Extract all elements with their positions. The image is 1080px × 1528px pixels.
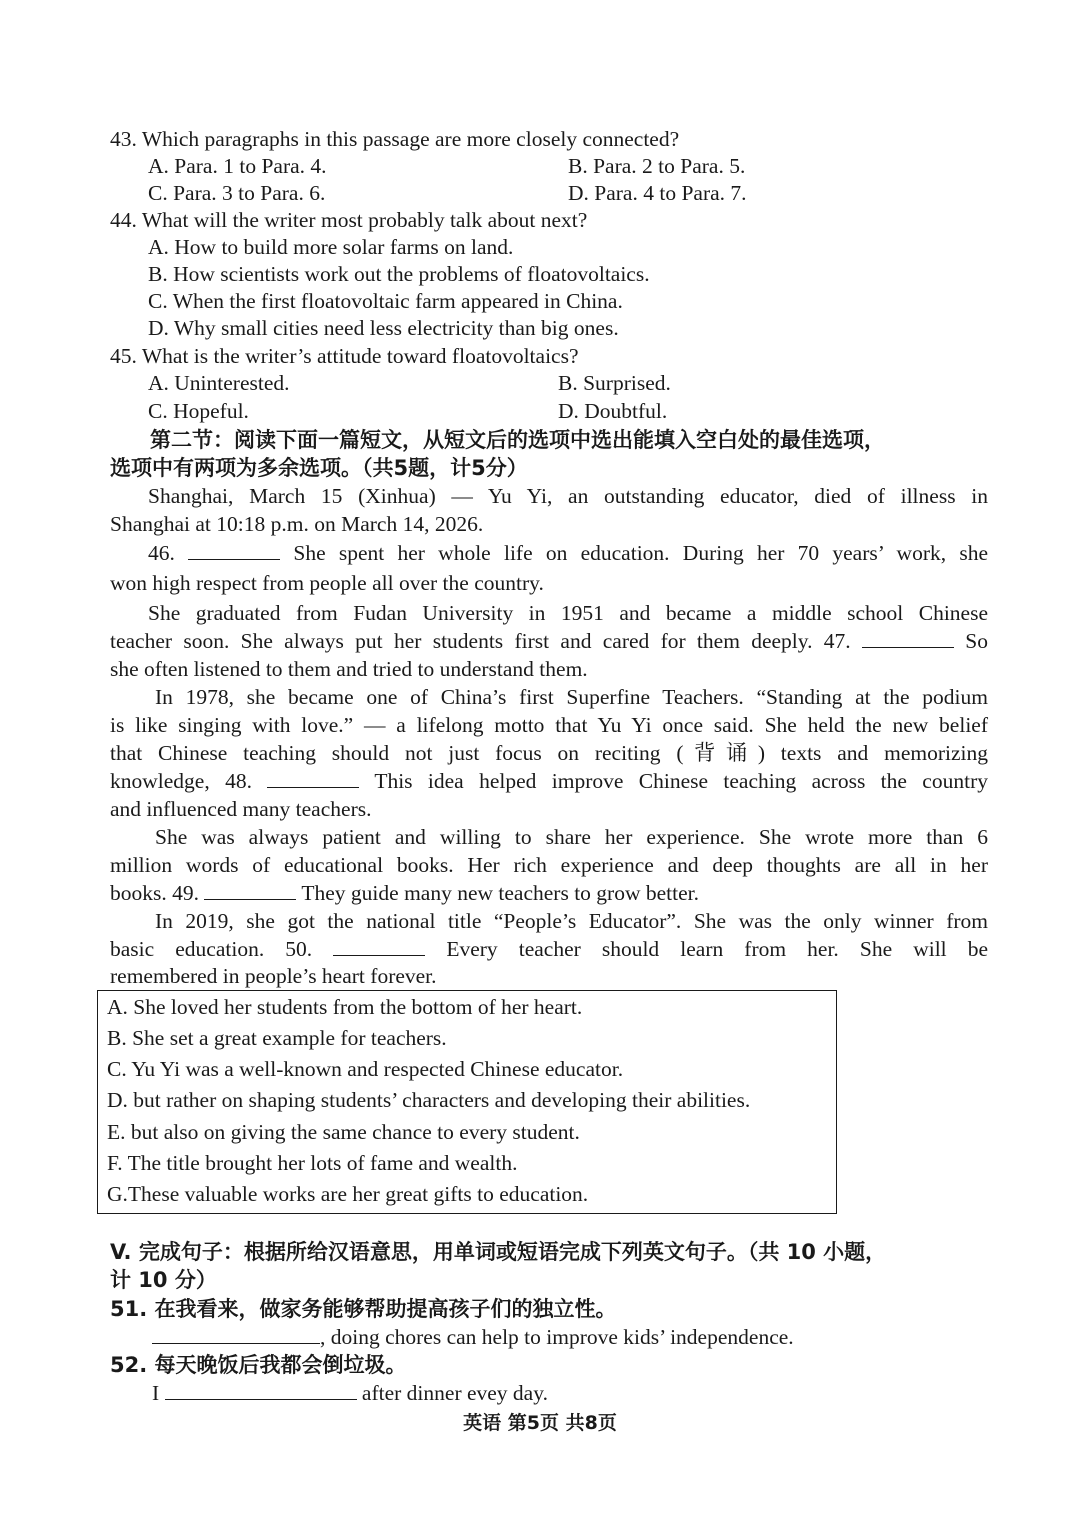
passage-p2-line1-text: She spent her whole life on education. During her 70 years’ work, she: [293, 541, 989, 565]
option-f: F. The title brought her lots of fame and wealth.: [107, 1151, 518, 1175]
q51-english-text: , doing chores can help to improve kids’ independence.: [320, 1325, 794, 1349]
passage-p2-line2: won high respect from people all over the country.: [110, 571, 544, 595]
passage-p1-line2: Shanghai at 10:18 p.m. on March 14, 2026.: [110, 512, 484, 536]
passage-p3-line2-end: So: [965, 629, 988, 653]
option-e: E. but also on giving the same chance to every student.: [107, 1120, 580, 1144]
blank-46[interactable]: [188, 541, 280, 560]
passage-p4-line1: In 1978, she became one of China’s first Superfine Teachers. “Standing at the podium: [155, 685, 988, 709]
passage-p5-line3-end: They guide many new teachers to grow better.: [301, 881, 699, 905]
options-box: [97, 990, 837, 1214]
q43-option-c: C. Para. 3 to Para. 6.: [148, 181, 326, 205]
section5-instruction-line1: V. 完成句子：根据所给汉语意思，用单词或短语完成下列英文句子。（共 10 小题，: [110, 1240, 887, 1264]
page-footer: 英语 第5页 共8页: [463, 1412, 617, 1434]
passage-p6-line1: In 2019, she got the national title “People’s Educator”. She was the only winner from: [155, 909, 988, 933]
q45-stem: 45. What is the writer’s attitude toward floatovoltaics?: [110, 344, 579, 368]
option-d: D. but rather on shaping students’ characters and developing their abilities.: [107, 1088, 751, 1112]
passage-p3-line3: she often listened to them and tried to understand them.: [110, 657, 588, 681]
passage-p3-line2: [110, 628, 988, 654]
q44-stem: 44. What will the writer most probably talk about next?: [110, 208, 588, 232]
q43-option-d: D. Para. 4 to Para. 7.: [568, 181, 747, 205]
passage-p4-line5: and influenced many teachers.: [110, 797, 372, 821]
passage-p1-line1: Shanghai, March 15 (Xinhua) — Yu Yi, an outstanding educator, died of illness in: [148, 484, 988, 508]
q43-stem: 43. Which paragraphs in this passage are more closely connected?: [110, 127, 680, 151]
blank-50[interactable]: [333, 937, 425, 956]
passage-p3-line2-text: teacher soon. She always put her students first and cared for them deeply. 47.: [110, 629, 851, 653]
passage-p6-line2-text: basic education. 50.: [110, 937, 313, 961]
passage-p4-line4-text: knowledge, 48.: [110, 769, 252, 793]
passage-p5-line3: [110, 880, 988, 906]
q43-option-b: B. Para. 2 to Para. 5.: [568, 154, 746, 178]
section5-instruction-line2: 计 10 分）: [110, 1268, 217, 1292]
blank-49[interactable]: [204, 881, 296, 900]
passage-p5-line3-text: books. 49.: [110, 881, 199, 905]
q43-option-a: A. Para. 1 to Para. 4.: [148, 154, 327, 178]
passage-p5-line2: million words of educational books. Her rich experience and deep thoughts are all in her: [110, 853, 988, 877]
q52-english-subject: I: [152, 1381, 160, 1405]
blank-46-number: 46.: [148, 541, 175, 565]
q44-option-b: B. How scientists work out the problems of floatovoltaics.: [148, 262, 650, 286]
passage-p4-line4: [110, 768, 988, 794]
passage-p4-line3: that Chinese teaching should not just focus on reciting (背诵) texts and memorizing: [110, 741, 988, 765]
q44-option-c: C. When the first floatovoltaic farm appeared in China.: [148, 289, 623, 313]
passage-p4-line2: is like singing with love.” — a lifelong motto that Yu Yi once said. She held the new belief: [110, 713, 988, 737]
passage-p6-line2: [110, 936, 988, 962]
passage-p2-line1: [148, 540, 988, 566]
q52-english-text: after dinner evey day.: [361, 1381, 548, 1405]
blank-51[interactable]: [152, 1325, 320, 1344]
q45-option-c: C. Hopeful.: [148, 399, 249, 423]
q45-option-d: D. Doubtful.: [558, 399, 668, 423]
passage-p6-line2-end: Every teacher should learn from her. She will be: [446, 937, 989, 961]
option-a: A. She loved her students from the bottom of her heart.: [107, 995, 583, 1019]
q52-chinese: 52. 每天晚饭后我都会倒垃圾。: [110, 1353, 407, 1377]
option-b: B. She set a great example for teachers.: [107, 1026, 447, 1050]
option-c: C. Yu Yi was a well-known and respected Chinese educator.: [107, 1057, 624, 1081]
passage-p5-line1: She was always patient and willing to share her experience. She wrote more than 6: [155, 825, 988, 849]
q45-option-a: A. Uninterested.: [148, 371, 290, 395]
q45-option-b: B. Surprised.: [558, 371, 671, 395]
blank-52[interactable]: [165, 1381, 357, 1400]
passage-p4-line4-end: This idea helped improve Chinese teaching across the country: [374, 769, 988, 793]
blank-48[interactable]: [267, 769, 359, 788]
section2-instruction-line2: 选项中有两项为多余选项。（共5题，计5分）: [110, 456, 528, 480]
q44-option-d: D. Why small cities need less electricity than big ones.: [148, 316, 619, 340]
section2-instruction-line1: 第二节：阅读下面一篇短文，从短文后的选项中选出能填入空白处的最佳选项，: [150, 428, 885, 452]
passage-p3-line1: She graduated from Fudan University in 1951 and became a middle school Chinese: [148, 601, 988, 625]
q51-english: [152, 1324, 794, 1350]
passage-p6-line3: remembered in people’s heart forever.: [110, 964, 437, 988]
q51-chinese: 51. 在我看来，做家务能够帮助提高孩子们的独立性。: [110, 1297, 617, 1321]
blank-47[interactable]: [862, 629, 954, 648]
q44-option-a: A. How to build more solar farms on land.: [148, 235, 514, 259]
option-g: G.These valuable works are her great gifts to education.: [107, 1182, 589, 1206]
q52-english: [152, 1380, 548, 1406]
